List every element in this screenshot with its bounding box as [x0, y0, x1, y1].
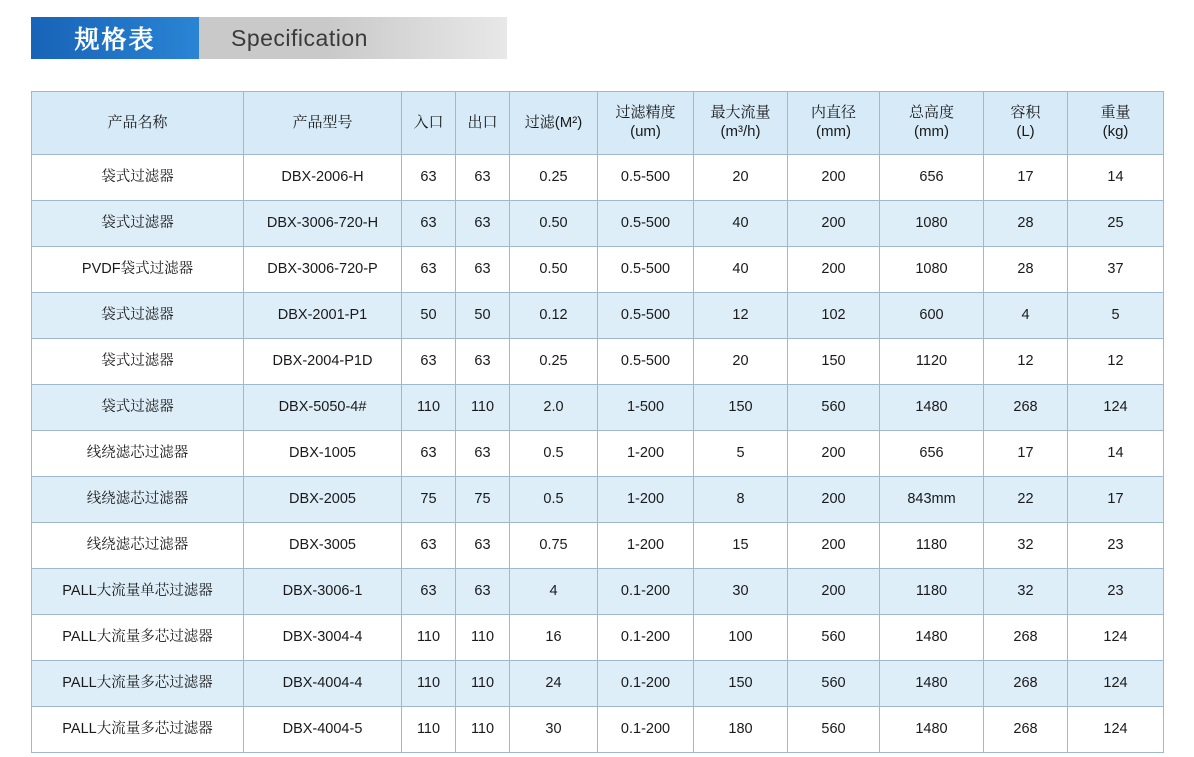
cell-weight: 23 [1068, 523, 1164, 569]
cell-weight: 23 [1068, 569, 1164, 615]
cell-inlet: 50 [402, 293, 456, 339]
cell-product-model: DBX-2004-P1D [244, 339, 402, 385]
cell-filter-area: 0.12 [510, 293, 598, 339]
column-header-line1: 总高度 [908, 104, 954, 122]
cell-filter-area: 0.25 [510, 339, 598, 385]
cell-filtration-precision: 0.5-500 [598, 293, 694, 339]
cell-total-height: 843mm [880, 477, 984, 523]
section-title-cn: 规格表 [31, 17, 199, 59]
column-header-product-name [32, 92, 244, 155]
column-header-line2: (mm) [816, 123, 851, 140]
table-row [32, 431, 1164, 477]
table-row [32, 155, 1164, 201]
cell-inlet: 110 [402, 385, 456, 431]
cell-outlet: 110 [456, 385, 510, 431]
cell-outlet: 63 [456, 339, 510, 385]
cell-filter-area: 4 [510, 569, 598, 615]
cell-filter-area: 16 [510, 615, 598, 661]
cell-inner-diameter: 560 [788, 385, 880, 431]
column-header-line1: 产品型号 [292, 113, 353, 131]
column-header-line1: 重量 [1100, 104, 1131, 122]
cell-volume: 32 [984, 569, 1068, 615]
cell-inlet: 63 [402, 155, 456, 201]
cell-inlet: 63 [402, 339, 456, 385]
cell-outlet: 75 [456, 477, 510, 523]
cell-product-name: 线绕滤芯过滤器 [32, 477, 244, 523]
cell-product-model: DBX-2001-P1 [244, 293, 402, 339]
column-header-line1: 入口 [413, 113, 444, 131]
column-header-total-height [880, 92, 984, 155]
cell-total-height: 1080 [880, 247, 984, 293]
cell-product-model: DBX-2006-H [244, 155, 402, 201]
cell-product-name: PALL大流量多芯过滤器 [32, 661, 244, 707]
cell-max-flow: 15 [694, 523, 788, 569]
cell-max-flow: 12 [694, 293, 788, 339]
cell-max-flow: 150 [694, 385, 788, 431]
column-header-line1: 内直径 [810, 104, 856, 122]
cell-product-name: 线绕滤芯过滤器 [32, 431, 244, 477]
cell-filtration-precision: 0.5-500 [598, 339, 694, 385]
cell-product-name: 袋式过滤器 [32, 385, 244, 431]
table-row [32, 247, 1164, 293]
cell-filter-area: 0.50 [510, 201, 598, 247]
cell-inner-diameter: 560 [788, 615, 880, 661]
cell-volume: 268 [984, 707, 1068, 753]
table-body [32, 155, 1164, 753]
column-header-line1: 容积 [1010, 104, 1041, 122]
column-header-line1: 最大流量 [710, 104, 771, 122]
cell-max-flow: 8 [694, 477, 788, 523]
column-header-inner-diameter [788, 92, 880, 155]
cell-inner-diameter: 200 [788, 155, 880, 201]
cell-max-flow: 30 [694, 569, 788, 615]
cell-filter-area: 0.5 [510, 477, 598, 523]
cell-volume: 268 [984, 385, 1068, 431]
cell-product-model: DBX-4004-4 [244, 661, 402, 707]
table-row [32, 661, 1164, 707]
cell-volume: 32 [984, 523, 1068, 569]
cell-filtration-precision: 0.5-500 [598, 201, 694, 247]
cell-product-model: DBX-3006-1 [244, 569, 402, 615]
cell-inlet: 63 [402, 523, 456, 569]
cell-outlet: 110 [456, 707, 510, 753]
cell-volume: 28 [984, 247, 1068, 293]
section-header-banner [31, 17, 507, 59]
cell-product-model: DBX-1005 [244, 431, 402, 477]
cell-weight: 124 [1068, 661, 1164, 707]
cell-product-model: DBX-3006-720-H [244, 201, 402, 247]
cell-total-height: 1180 [880, 569, 984, 615]
cell-outlet: 110 [456, 615, 510, 661]
cell-filtration-precision: 0.1-200 [598, 707, 694, 753]
cell-weight: 14 [1068, 155, 1164, 201]
column-header-line1: 产品名称 [107, 113, 168, 131]
column-header-outlet [456, 92, 510, 155]
column-header-line2: (kg) [1102, 123, 1129, 140]
cell-weight: 124 [1068, 707, 1164, 753]
cell-inlet: 63 [402, 569, 456, 615]
table-row [32, 477, 1164, 523]
cell-filter-area: 0.50 [510, 247, 598, 293]
specification-table [31, 91, 1164, 753]
cell-max-flow: 20 [694, 339, 788, 385]
table-row [32, 523, 1164, 569]
cell-filter-area: 24 [510, 661, 598, 707]
table-row [32, 707, 1164, 753]
cell-product-name: PALL大流量多芯过滤器 [32, 707, 244, 753]
cell-inlet: 63 [402, 247, 456, 293]
cell-inner-diameter: 200 [788, 247, 880, 293]
cell-inlet: 63 [402, 431, 456, 477]
column-header-line2: (m³/h) [720, 123, 761, 140]
cell-max-flow: 5 [694, 431, 788, 477]
cell-filter-area: 0.25 [510, 155, 598, 201]
table-row [32, 615, 1164, 661]
cell-total-height: 600 [880, 293, 984, 339]
cell-volume: 22 [984, 477, 1068, 523]
cell-volume: 268 [984, 615, 1068, 661]
table-header-row [32, 92, 1164, 155]
column-header-line2: (L) [1016, 123, 1035, 140]
cell-total-height: 1480 [880, 385, 984, 431]
cell-filtration-precision: 0.5-500 [598, 155, 694, 201]
cell-product-model: DBX-3004-4 [244, 615, 402, 661]
column-header-line2: (mm) [914, 123, 949, 140]
cell-filter-area: 0.5 [510, 431, 598, 477]
cell-inner-diameter: 200 [788, 569, 880, 615]
table-row [32, 201, 1164, 247]
cell-total-height: 1480 [880, 707, 984, 753]
specification-table-container [31, 91, 1163, 753]
table-header [32, 92, 1164, 155]
cell-weight: 124 [1068, 385, 1164, 431]
column-header-max-flow [694, 92, 788, 155]
cell-inner-diameter: 560 [788, 661, 880, 707]
column-header-volume [984, 92, 1068, 155]
cell-weight: 14 [1068, 431, 1164, 477]
cell-volume: 17 [984, 155, 1068, 201]
cell-max-flow: 40 [694, 201, 788, 247]
cell-inlet: 110 [402, 615, 456, 661]
cell-filter-area: 30 [510, 707, 598, 753]
cell-filtration-precision: 1-200 [598, 431, 694, 477]
column-header-product-model [244, 92, 402, 155]
cell-filtration-precision: 0.5-500 [598, 247, 694, 293]
cell-weight: 5 [1068, 293, 1164, 339]
cell-product-model: DBX-3005 [244, 523, 402, 569]
cell-product-model: DBX-3006-720-P [244, 247, 402, 293]
cell-product-model: DBX-4004-5 [244, 707, 402, 753]
cell-product-name: 线绕滤芯过滤器 [32, 523, 244, 569]
cell-total-height: 656 [880, 155, 984, 201]
cell-outlet: 63 [456, 155, 510, 201]
cell-product-name: PVDF袋式过滤器 [32, 247, 244, 293]
cell-inner-diameter: 102 [788, 293, 880, 339]
cell-filtration-precision: 1-200 [598, 477, 694, 523]
cell-volume: 12 [984, 339, 1068, 385]
column-header-filter-area [510, 92, 598, 155]
cell-total-height: 1120 [880, 339, 984, 385]
column-header-line1: 过滤(M²) [524, 113, 583, 131]
column-header-filtration-precision [598, 92, 694, 155]
column-header-line1: 出口 [467, 113, 498, 131]
cell-filtration-precision: 0.1-200 [598, 615, 694, 661]
cell-total-height: 1180 [880, 523, 984, 569]
table-row [32, 569, 1164, 615]
cell-total-height: 1080 [880, 201, 984, 247]
cell-weight: 25 [1068, 201, 1164, 247]
table-row [32, 385, 1164, 431]
cell-product-name: 袋式过滤器 [32, 293, 244, 339]
cell-volume: 4 [984, 293, 1068, 339]
cell-max-flow: 100 [694, 615, 788, 661]
column-header-line2: (um) [630, 123, 661, 140]
cell-total-height: 656 [880, 431, 984, 477]
section-title-en: Specification [231, 24, 368, 51]
cell-filter-area: 0.75 [510, 523, 598, 569]
cell-outlet: 63 [456, 201, 510, 247]
cell-weight: 12 [1068, 339, 1164, 385]
table-row [32, 293, 1164, 339]
cell-inlet: 110 [402, 707, 456, 753]
cell-inlet: 63 [402, 201, 456, 247]
cell-outlet: 63 [456, 523, 510, 569]
cell-product-name: PALL大流量单芯过滤器 [32, 569, 244, 615]
cell-volume: 28 [984, 201, 1068, 247]
cell-inner-diameter: 200 [788, 201, 880, 247]
cell-outlet: 63 [456, 431, 510, 477]
cell-weight: 17 [1068, 477, 1164, 523]
cell-volume: 17 [984, 431, 1068, 477]
cell-outlet: 110 [456, 661, 510, 707]
cell-inner-diameter: 200 [788, 431, 880, 477]
cell-max-flow: 150 [694, 661, 788, 707]
cell-inlet: 110 [402, 661, 456, 707]
cell-outlet: 50 [456, 293, 510, 339]
cell-product-name: 袋式过滤器 [32, 155, 244, 201]
cell-max-flow: 20 [694, 155, 788, 201]
cell-max-flow: 40 [694, 247, 788, 293]
cell-product-model: DBX-2005 [244, 477, 402, 523]
cell-outlet: 63 [456, 247, 510, 293]
cell-product-model: DBX-5050-4# [244, 385, 402, 431]
column-header-inlet [402, 92, 456, 155]
cell-product-name: 袋式过滤器 [32, 201, 244, 247]
cell-inner-diameter: 200 [788, 477, 880, 523]
column-header-weight [1068, 92, 1164, 155]
cell-total-height: 1480 [880, 661, 984, 707]
cell-inner-diameter: 150 [788, 339, 880, 385]
cell-product-name: PALL大流量多芯过滤器 [32, 615, 244, 661]
cell-inner-diameter: 200 [788, 523, 880, 569]
cell-product-name: 袋式过滤器 [32, 339, 244, 385]
cell-filtration-precision: 0.1-200 [598, 661, 694, 707]
cell-total-height: 1480 [880, 615, 984, 661]
column-header-line1: 过滤精度 [615, 104, 676, 122]
cell-weight: 124 [1068, 615, 1164, 661]
cell-filter-area: 2.0 [510, 385, 598, 431]
cell-filtration-precision: 0.1-200 [598, 569, 694, 615]
cell-max-flow: 180 [694, 707, 788, 753]
cell-weight: 37 [1068, 247, 1164, 293]
cell-outlet: 63 [456, 569, 510, 615]
cell-inlet: 75 [402, 477, 456, 523]
cell-volume: 268 [984, 661, 1068, 707]
table-row [32, 339, 1164, 385]
cell-inner-diameter: 560 [788, 707, 880, 753]
cell-filtration-precision: 1-500 [598, 385, 694, 431]
cell-filtration-precision: 1-200 [598, 523, 694, 569]
